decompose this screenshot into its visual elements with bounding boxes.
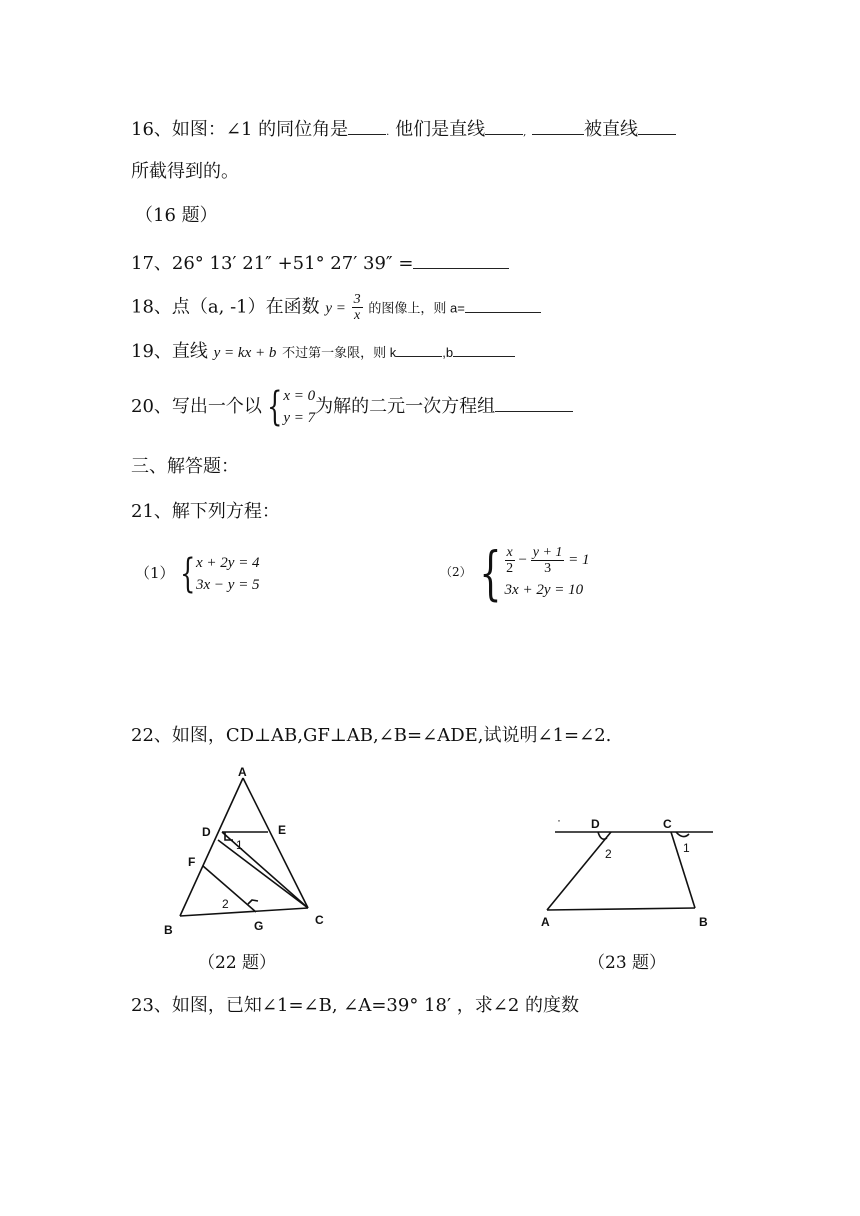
q21-p2-label: （2） <box>440 565 472 579</box>
fig22-side-ac <box>243 778 308 908</box>
q20-system: { x = 0 y = 7 <box>266 384 316 430</box>
fig23-label-b: B <box>699 915 708 929</box>
q19-expression: y = kx + b <box>213 345 277 361</box>
fig23-label-a: A <box>541 915 550 929</box>
q19-blank-b <box>453 342 515 357</box>
question-16-line-1: 16、如图：∠1 的同位角是 . 他们是直线 , 被直线 <box>131 116 676 145</box>
q18-y: y = <box>325 300 346 317</box>
question-17 <box>131 250 509 276</box>
q21-p1-row-2: 3x − y = 5 <box>196 577 260 593</box>
q21-p2-row-2: 3x + 2y = 10 <box>504 582 584 598</box>
fig22-line-inner <box>218 840 308 908</box>
q18-suffix: 的图像上，则 a= <box>368 300 465 316</box>
fig22-line-gf <box>203 866 256 912</box>
q18-fraction <box>352 292 363 323</box>
fig23-line-ad <box>547 832 611 910</box>
q19-suffix: 不过第一象限，则 k <box>282 345 397 360</box>
question-16-line-2: 所截得到的。 <box>131 161 239 182</box>
q21-p2-row-1 <box>505 545 590 576</box>
question-20 <box>131 384 573 430</box>
fig22-label-1: 1 <box>236 838 243 852</box>
q19-text: 19、直线 <box>131 341 208 362</box>
question-23: 23、如图，已知∠1=∠B, ∠A=39° 18′ ，求∠2 的度数 <box>131 995 580 1016</box>
q17-text: 17、26° 13′ 21″ +51° 27′ 39″ = <box>131 253 414 274</box>
q21-p1-row-1: x + 2y = 4 <box>196 555 260 571</box>
q21-p2-system: { $\frac{x}{2}$ − $\frac{y + 1}{3}$ = 1 3x + 2y = 10 <box>479 538 590 607</box>
fig22-label-a: A <box>238 765 247 779</box>
q21-part-1 <box>135 550 260 596</box>
question-22-caption: （22 题） <box>198 953 277 973</box>
fig22-label-f: F <box>188 855 196 869</box>
q18-blank <box>465 298 541 313</box>
question-18 <box>131 292 541 323</box>
section-3-title: 三、解答题： <box>131 456 239 477</box>
q20-suffix: 为解的二元一次方程组 <box>315 396 496 417</box>
fig23-label-d: D <box>591 817 600 831</box>
fig22-label-b: B <box>164 923 173 937</box>
q21-p2-den-1: 2 <box>506 561 514 576</box>
q16-blank-1 <box>348 116 386 135</box>
q16-blank-2 <box>485 116 523 135</box>
q21-p1-system: { x + 2y = 4 3x − y = 5 <box>179 551 260 597</box>
q19-blank-k <box>396 342 442 357</box>
svg-text:·: · <box>557 813 561 827</box>
fig22-label-e: E <box>278 823 287 837</box>
figure-23 <box>535 806 735 936</box>
question-19 <box>131 340 515 365</box>
fig23-line-ab <box>547 908 695 910</box>
fig22-label-c: C <box>315 913 324 927</box>
q16-text-c: 被直线 <box>584 119 639 140</box>
fig22-angle-mark-2 <box>248 900 258 904</box>
q20-blank <box>495 393 573 412</box>
question-22: 22、如图，CD⊥AB,GF⊥AB,∠B=∠ADE,试说明∠1=∠2. <box>131 725 612 746</box>
question-23-caption: （23 题） <box>588 953 667 973</box>
q19-b-label: ,b <box>442 345 454 360</box>
fig23-angle-mark-2 <box>598 832 607 839</box>
q21-p2-eq: = 1 <box>568 551 590 568</box>
q16-text-b: 他们是直线 <box>395 119 486 140</box>
q16-blank-4 <box>638 116 676 135</box>
q21-p2-num-2: y + 1 <box>532 545 563 560</box>
q18-numerator: 3 <box>353 292 361 307</box>
question-16-caption: （16 题） <box>135 205 218 226</box>
fig22-label-d: D <box>202 825 211 839</box>
fig23-label-1: 1 <box>683 841 690 855</box>
q20-text: 20、写出一个以 <box>131 396 262 417</box>
fig22-side-ab <box>180 778 243 916</box>
q21-p1-label: （1） <box>135 564 175 582</box>
fig22-label-2: 2 <box>222 897 229 911</box>
q17-blank <box>413 250 509 269</box>
q16-text-a: 16、如图：∠1 的同位角是 <box>131 119 349 140</box>
question-21-title: 21、解下列方程： <box>131 501 280 522</box>
q21-part-2 <box>440 538 590 607</box>
q21-p2-minus: − <box>518 551 527 568</box>
q21-p2-den-2: 3 <box>544 561 552 576</box>
q18-denominator: x <box>354 308 361 323</box>
fig22-label-g: G <box>254 919 264 933</box>
fig22-side-bc <box>180 908 308 916</box>
figure-22 <box>160 762 350 942</box>
q16-blank-3 <box>532 116 584 135</box>
q20-row-1: x = 0 <box>283 388 316 404</box>
fig22-line-cd <box>222 832 308 908</box>
fig23-label-c: C <box>663 817 672 831</box>
q20-row-2: y = 7 <box>283 410 316 426</box>
q21-p2-num-1: x <box>506 545 513 560</box>
fig23-label-2: 2 <box>605 847 612 861</box>
q18-text: 18、点（a, -1）在函数 <box>131 296 320 318</box>
